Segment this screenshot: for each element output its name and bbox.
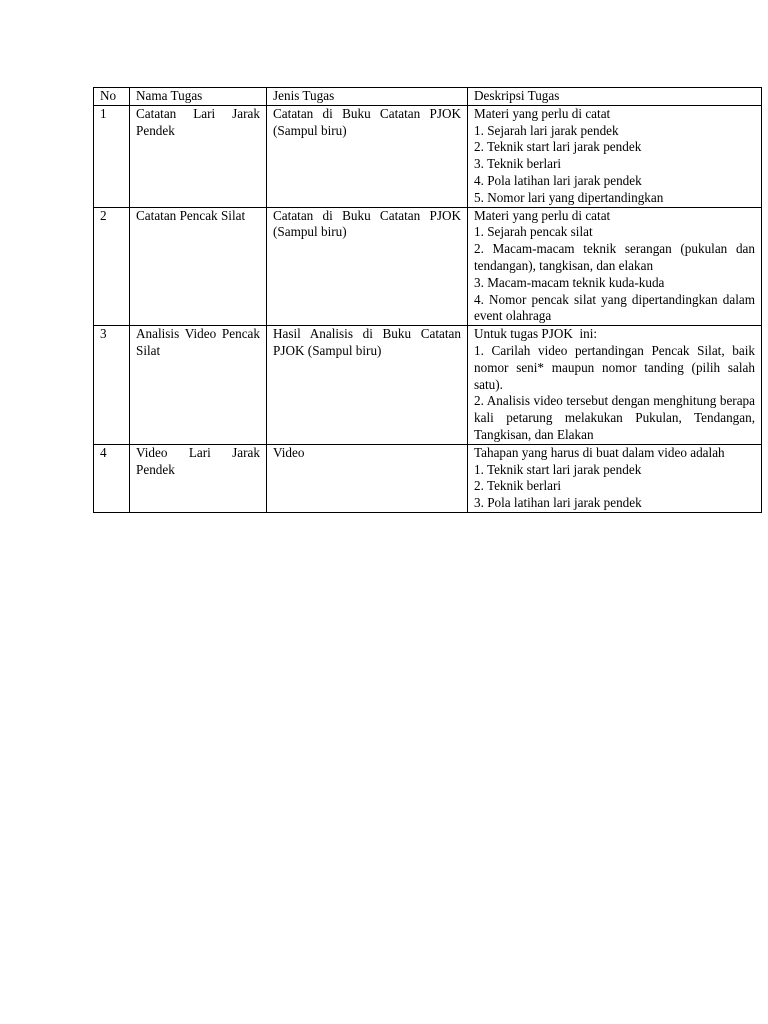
description-line: 4. Pola latihan lari jarak pendek [474,172,642,188]
description-line: Materi yang perlu di catat [474,207,611,223]
description-line: 5. Nomor lari yang dipertandingkan [474,189,664,205]
row-number: 2 [94,207,130,326]
table-row [94,444,762,512]
description-line: 1. Carilah video pertandingan Pencak Silat, baik nomor seni* maupun nomor tanding (pilih salah satu). [474,342,755,392]
task-name: Video Lari Jarak Pendek [130,444,267,512]
header-deskripsi-tugas: Deskripsi Tugas [468,88,762,106]
row-number: 1 [94,105,130,207]
table-header-row [94,88,762,106]
header-nama-tugas: Nama Tugas [130,88,267,106]
description-line: 3. Pola latihan lari jarak pendek [474,495,642,511]
description-line: 2. Analisis video tersebut dengan menghitung berapa kali petarung melakukan Pukulan, Tendangan, Tangkisan, dan Elakan [474,393,755,442]
task-name: Catatan Pencak Silat [130,207,267,326]
row-number: 4 [94,444,130,512]
description-line: 4. Nomor pencak silat yang dipertandingkan dalam event olahraga [474,291,755,324]
task-description [468,207,762,326]
task-name: Catatan Lari Jarak Pendek [130,105,267,207]
description-line: 1. Teknik start lari jarak pendek [474,461,642,477]
description-line: 1. Sejarah lari jarak pendek [474,122,619,138]
description-line: 1. Sejarah pencak silat [474,224,593,240]
task-type: Video [267,444,468,512]
description-line: Tahapan yang harus di buat dalam video adalah [474,444,725,460]
task-type: Catatan di Buku Catatan PJOK (Sampul biru) [267,105,468,207]
description-line: Untuk tugas PJOK ini: [474,326,598,342]
description-line: 2. Macam-macam teknik serangan (pukulan dan tendangan), tangkisan, dan elakan [474,241,755,273]
task-type: Catatan di Buku Catatan PJOK (Sampul biru) [267,207,468,326]
description-line: 2. Teknik start lari jarak pendek [474,139,642,155]
task-type: Hasil Analisis di Buku Catatan PJOK (Sampul biru) [267,326,468,445]
task-description [468,444,762,512]
description-line: Materi yang perlu di catat [474,105,611,121]
table-row [94,207,762,326]
task-table [93,87,762,513]
table-row [94,105,762,207]
task-description [468,105,762,207]
header-jenis-tugas: Jenis Tugas [267,88,468,106]
description-line: 3. Teknik berlari [474,156,562,172]
header-no: No [94,88,130,106]
description-line: 2. Teknik berlari [474,478,562,494]
table-row [94,326,762,445]
task-description [468,326,762,445]
row-number: 3 [94,326,130,445]
task-name: Analisis Video Pencak Silat [130,326,267,445]
description-line: 3. Macam-macam teknik kuda-kuda [474,274,665,290]
